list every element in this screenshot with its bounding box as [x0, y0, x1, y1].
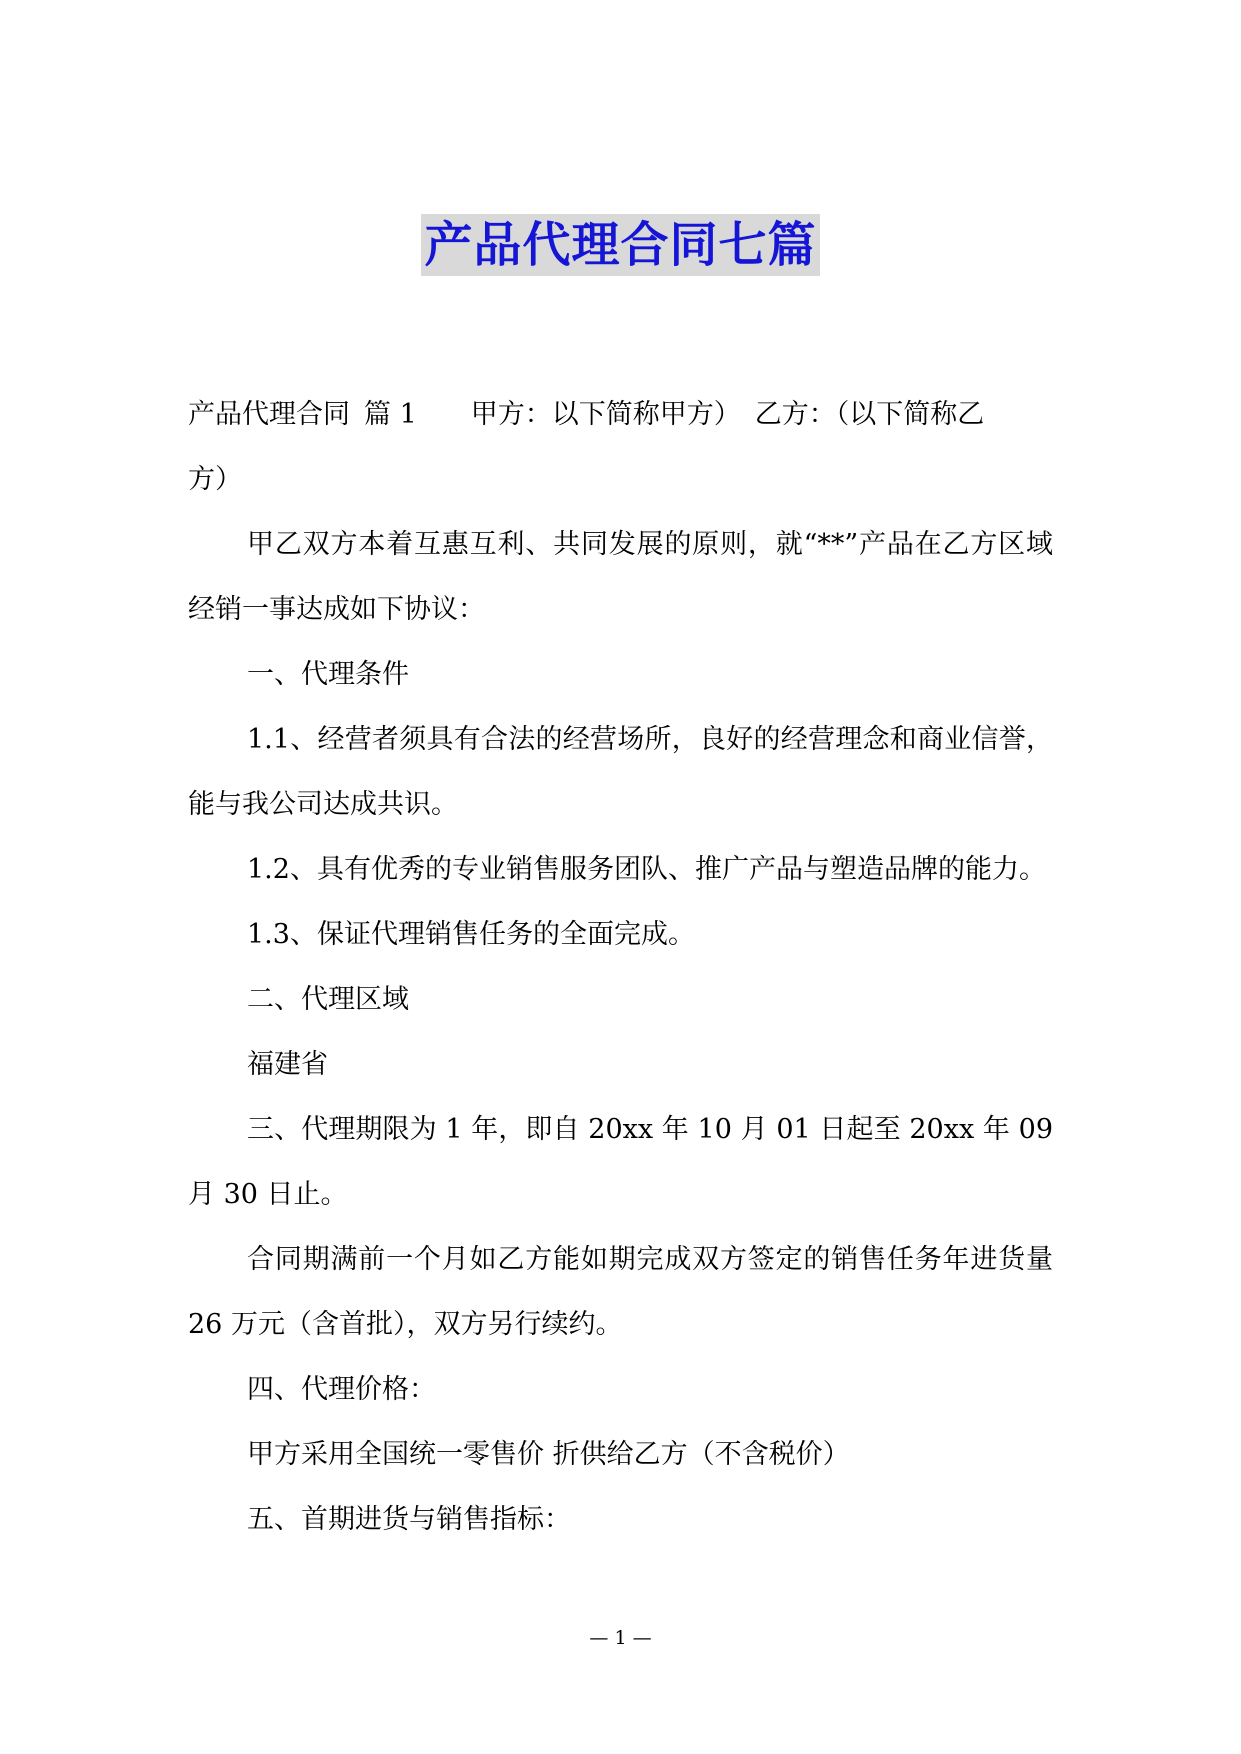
doc-label: 产品代理合同 — [188, 399, 350, 430]
section-heading-1: 一、代理条件 — [247, 659, 409, 690]
region-text: 福建省 — [247, 1049, 328, 1080]
clause-1-1: 1.1、经营者须具有合法的经营场所，良好的经营理念和商业信誉，能与我公司达成共识。 — [188, 724, 1053, 820]
contract-header-line — [188, 382, 1053, 512]
section-heading-3: 三、代理期限为 1 年，即自 20xx 年 10 月 01 日起至 20xx 年 09 月 30 日止。 — [188, 1114, 1053, 1210]
document-title: 产品代理合同七篇 — [421, 214, 819, 276]
doc-number: 篇 1 — [364, 399, 417, 430]
clause-1-3: 1.3、保证代理销售任务的全面完成。 — [247, 919, 695, 950]
title-container — [0, 214, 1241, 276]
clause-1-2: 1.2、具有优秀的专业销售服务团队、推广产品与塑造品牌的能力。 — [247, 854, 1046, 885]
party-a: 甲方：以下简称甲方） — [470, 399, 741, 430]
party-b-end: 方） — [188, 464, 242, 495]
document-body — [188, 382, 1053, 1552]
section-heading-4: 四、代理价格： — [247, 1374, 436, 1405]
party-b: 乙方：（以下简称乙 — [754, 399, 985, 430]
section-heading-5: 五、首期进货与销售指标： — [247, 1504, 571, 1535]
paragraph-intro: 甲乙双方本着互惠互利、共同发展的原则，就“**”产品在乙方区域经销一事达成如下协议： — [188, 529, 1053, 625]
price-paragraph: 甲方采用全国统一零售价 折供给乙方（不含税价） — [247, 1439, 850, 1470]
section-heading-2: 二、代理区域 — [247, 984, 409, 1015]
page-number: — 1 — — [589, 1627, 652, 1649]
renewal-paragraph: 合同期满前一个月如乙方能如期完成双方签定的销售任务年进货量 26 万元（含首批），双方另行续约。 — [188, 1244, 1053, 1340]
